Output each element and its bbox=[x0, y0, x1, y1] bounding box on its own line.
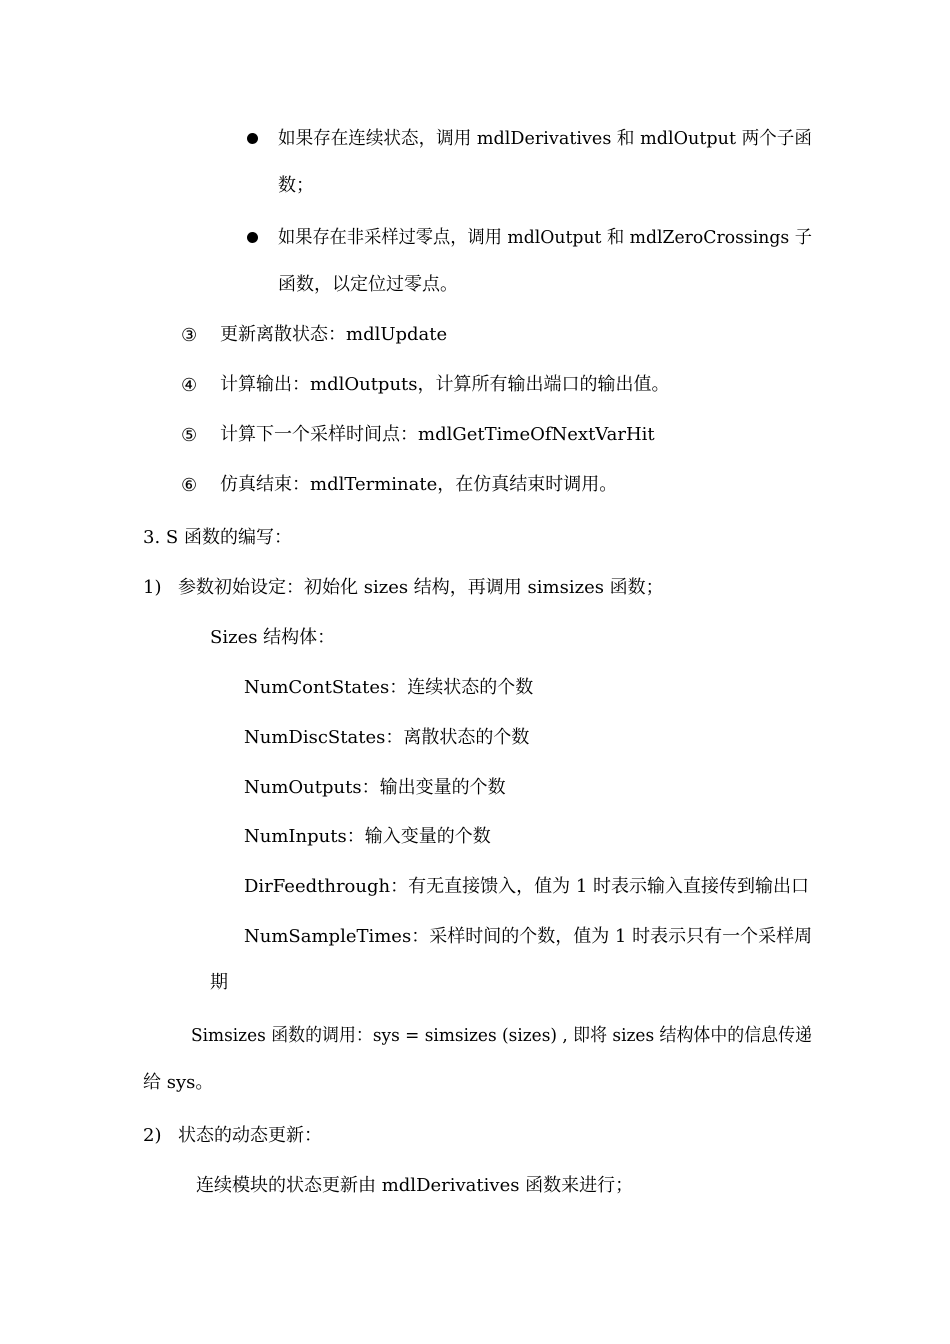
list-marker: 1) bbox=[143, 577, 162, 598]
simsizes-call-text: Simsizes 函数的调用：sys = simsizes (sizes) , 即将 sizes 结构体中的信息传递 bbox=[191, 1025, 812, 1046]
bullet-text: 如果存在非采样过零点，调用 mdlOutput 和 mdlZeroCrossings 子 bbox=[278, 227, 812, 248]
bullet-text-continuation: 数； bbox=[278, 175, 314, 196]
sizes-field: NumSampleTimes：采样时间的个数，值为 1 时表示只有一个采样周 bbox=[244, 926, 813, 947]
list-item-text: 状态的动态更新： bbox=[178, 1125, 322, 1146]
bullet-text-continuation: 函数，以定位过零点。 bbox=[278, 274, 458, 295]
sizes-struct-title: Sizes 结构体： bbox=[210, 627, 336, 648]
step-marker: ⑤ bbox=[181, 425, 198, 446]
bullet-dot-icon bbox=[247, 133, 258, 144]
list-item-text: 参数初始设定：初始化 sizes 结构，再调用 simsizes 函数； bbox=[178, 577, 664, 598]
sizes-field-continuation: 期 bbox=[210, 972, 228, 993]
sizes-field: NumDiscStates：离散状态的个数 bbox=[244, 727, 530, 748]
sizes-field: DirFeedthrough：有无直接馈入，值为 1 时表示输入直接传到输出口 bbox=[244, 876, 809, 897]
continuous-update-text: 连续模块的状态更新由 mdlDerivatives 函数来进行； bbox=[196, 1175, 634, 1196]
step-text: 仿真结束：mdlTerminate，在仿真结束时调用。 bbox=[220, 474, 618, 495]
step-marker: ③ bbox=[181, 325, 198, 346]
sizes-field: NumInputs：输入变量的个数 bbox=[244, 826, 491, 847]
step-text: 计算下一个采样时间点：mdlGetTimeOfNextVarHit bbox=[220, 424, 655, 445]
step-marker: ④ bbox=[181, 375, 198, 396]
sizes-field: NumContStates：连续状态的个数 bbox=[244, 677, 534, 698]
sizes-field: NumOutputs：输出变量的个数 bbox=[244, 777, 506, 798]
section-heading: 3. S 函数的编写： bbox=[143, 527, 292, 548]
step-text: 计算输出：mdlOutputs，计算所有输出端口的输出值。 bbox=[220, 374, 670, 395]
step-marker: ⑥ bbox=[181, 475, 198, 496]
bullet-text: 如果存在连续状态，调用 mdlDerivatives 和 mdlOutput 两个子函 bbox=[278, 128, 812, 149]
bullet-dot-icon bbox=[247, 232, 258, 243]
list-marker: 2) bbox=[143, 1125, 162, 1146]
step-text: 更新离散状态：mdlUpdate bbox=[220, 324, 448, 345]
simsizes-call-continuation: 给 sys。 bbox=[143, 1072, 214, 1093]
